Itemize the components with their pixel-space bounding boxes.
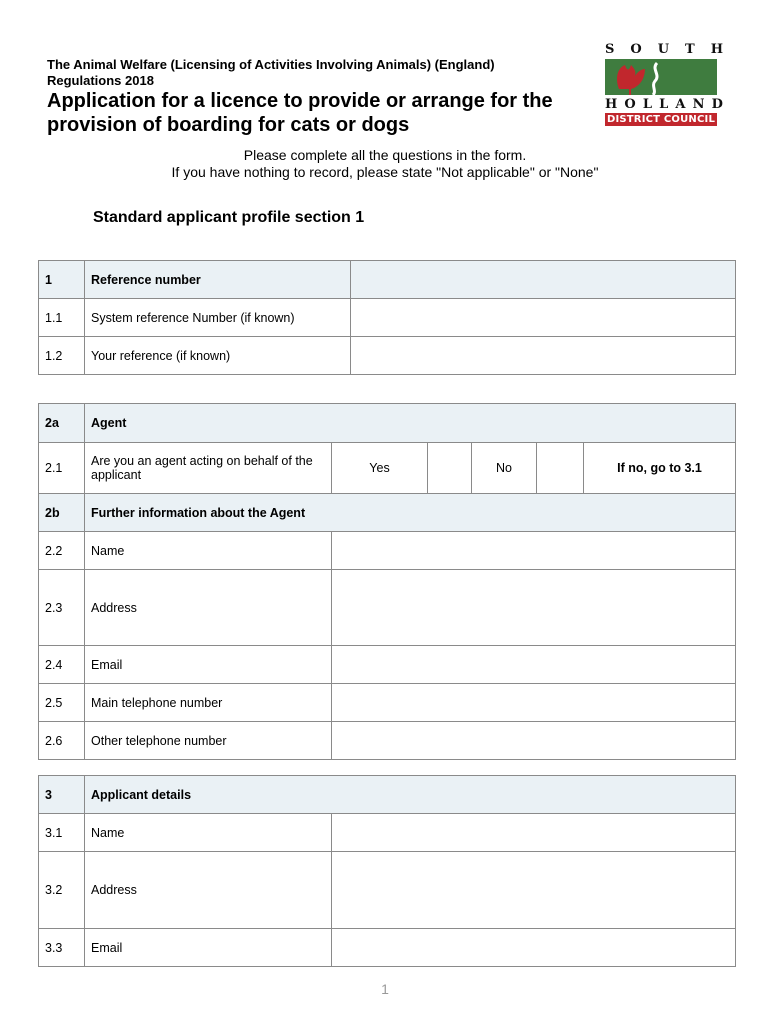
skip-instruction: If no, go to 3.1: [584, 443, 736, 494]
intro-line-1: Please complete all the questions in the form.: [243, 147, 527, 163]
logo-letter: L: [642, 97, 653, 112]
row-number: 1.1: [39, 299, 85, 337]
table-row: [39, 814, 736, 852]
section-title: Standard applicant profile section 1: [93, 209, 365, 226]
table-row: [39, 570, 736, 646]
council-logo: [605, 42, 723, 126]
yes-label: Yes: [332, 443, 428, 494]
row-label: Main telephone number: [85, 684, 332, 722]
no-label: No: [472, 443, 537, 494]
table-header-row: [39, 404, 736, 443]
logo-letter: N: [692, 97, 705, 112]
table-row: [39, 722, 736, 760]
agent-email-field[interactable]: [332, 646, 736, 684]
row-number: 2.1: [39, 443, 85, 494]
agent-name-field[interactable]: [332, 532, 736, 570]
row-label: Name: [85, 814, 332, 852]
table-row: [39, 684, 736, 722]
row-number: 3.3: [39, 929, 85, 967]
reference-table: [38, 260, 736, 375]
section-heading: Reference number: [85, 261, 351, 299]
row-number: 2.3: [39, 570, 85, 646]
tulip-icon: [605, 59, 717, 95]
agent-main-phone-field[interactable]: [332, 684, 736, 722]
logo-letter: H: [605, 97, 618, 112]
table-row: [39, 852, 736, 929]
row-number: 2.6: [39, 722, 85, 760]
section-number: 2a: [39, 404, 85, 443]
row-number: 3.2: [39, 852, 85, 929]
table-subheader-row: [39, 494, 736, 532]
agent-address-field[interactable]: [332, 570, 736, 646]
row-label: Name: [85, 532, 332, 570]
logo-letter: S: [605, 42, 615, 57]
row-label: Email: [85, 646, 332, 684]
table-row: [39, 443, 736, 494]
section-number: 3: [39, 776, 85, 814]
table-row: [39, 646, 736, 684]
row-label: Address: [85, 570, 332, 646]
your-reference-field[interactable]: [351, 337, 736, 375]
logo-word-holland: [605, 97, 723, 113]
section-heading: Agent: [85, 404, 736, 443]
agent-table: [38, 403, 736, 760]
intro-text: [0, 147, 770, 181]
applicant-address-field[interactable]: [332, 852, 736, 929]
row-number: 3.1: [39, 814, 85, 852]
section-heading: Further information about the Agent: [85, 494, 736, 532]
row-number: 2.5: [39, 684, 85, 722]
applicant-table: [38, 775, 736, 967]
page-number: 1: [381, 981, 389, 997]
system-reference-field[interactable]: [351, 299, 736, 337]
table-row: [39, 337, 736, 375]
applicant-name-field[interactable]: [332, 814, 736, 852]
row-number: 2.2: [39, 532, 85, 570]
page-title: Application for a licence to provide or arrange for the provision of boarding for cats or dogs: [47, 90, 553, 136]
logo-letter: O: [630, 42, 642, 57]
applicant-email-field[interactable]: [332, 929, 736, 967]
tulip-emblem: [605, 59, 717, 95]
row-label: Your reference (if known): [85, 337, 351, 375]
logo-district-council: DISTRICT COUNCIL: [606, 114, 716, 125]
row-number: 1.2: [39, 337, 85, 375]
table-header-row: [39, 776, 736, 814]
section-heading: Applicant details: [85, 776, 736, 814]
no-checkbox[interactable]: [537, 443, 584, 494]
section-number: 2b: [39, 494, 85, 532]
logo-letter: A: [675, 97, 686, 112]
table-row: [39, 299, 736, 337]
agent-other-phone-field[interactable]: [332, 722, 736, 760]
row-label: Email: [85, 929, 332, 967]
section-number: 1: [39, 261, 85, 299]
row-label: System reference Number (if known): [85, 299, 351, 337]
logo-letter: H: [710, 42, 723, 57]
row-number: 2.4: [39, 646, 85, 684]
logo-letter: T: [685, 42, 695, 57]
row-label: Other telephone number: [85, 722, 332, 760]
row-label: Address: [85, 852, 332, 929]
logo-letter: D: [711, 97, 723, 112]
table-header-row: [39, 261, 736, 299]
logo-letter: O: [624, 97, 636, 112]
logo-letter: U: [657, 42, 670, 57]
row-label: Are you an agent acting on behalf of the applicant: [85, 443, 332, 494]
table-row: [39, 532, 736, 570]
intro-line-2: If you have nothing to record, please state "Not applicable" or "None": [171, 164, 599, 180]
yes-checkbox[interactable]: [428, 443, 472, 494]
regulation-heading: The Animal Welfare (Licensing of Activities Involving Animals) (England) Regulations 2018: [47, 57, 495, 88]
logo-word-south: [605, 42, 723, 58]
header-blank: [351, 261, 736, 299]
table-row: [39, 929, 736, 967]
logo-letter: L: [659, 97, 669, 112]
